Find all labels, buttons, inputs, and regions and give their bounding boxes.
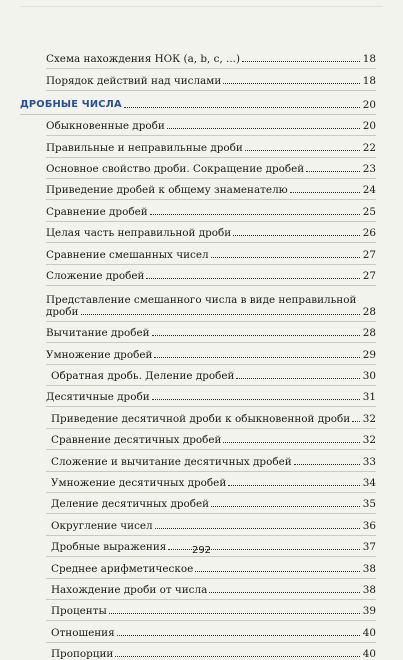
toc-entry[interactable] xyxy=(20,111,376,132)
dot-leader xyxy=(233,234,360,236)
toc-entry-page: 20 xyxy=(362,120,376,133)
toc-entry-label: Десятичные дроби xyxy=(46,391,150,404)
dot-leader xyxy=(306,170,360,172)
toc-entry-page: 23 xyxy=(362,162,376,175)
toc-entry-page: 27 xyxy=(362,248,376,261)
toc-entry-page: 28 xyxy=(362,305,376,318)
toc-page xyxy=(20,0,383,660)
toc-entry-page: 40 xyxy=(362,648,376,660)
dot-leader xyxy=(209,591,360,593)
toc-entry[interactable] xyxy=(20,425,376,446)
dot-leader xyxy=(223,441,360,443)
toc-entry-label: Проценты xyxy=(51,605,107,618)
toc-entry[interactable] xyxy=(20,175,376,196)
section-page: 20 xyxy=(362,98,376,111)
toc-entry-page: 33 xyxy=(362,455,376,468)
toc-entry-label: Пропорции xyxy=(51,648,114,660)
toc-entry[interactable] xyxy=(20,154,376,175)
dot-leader xyxy=(115,655,360,657)
toc-entry-label-line2: дроби xyxy=(46,305,79,318)
toc-entry-label: Основное свойство дроби. Сокращение дробей xyxy=(46,162,305,175)
toc-entry-page: 25 xyxy=(362,205,376,218)
toc-entry-page: 32 xyxy=(362,434,376,447)
toc-entry[interactable] xyxy=(20,218,376,239)
toc-entry-label: Умножение дробей xyxy=(46,348,153,361)
dot-leader xyxy=(146,277,360,279)
toc-entry-label: Среднее арифметическое xyxy=(51,562,194,575)
toc-entry-label: Деление десятичных дробей xyxy=(51,498,210,511)
toc-entry-line2-row xyxy=(46,306,376,318)
toc-entry[interactable] xyxy=(20,617,376,638)
toc-entry-page: 32 xyxy=(362,412,376,425)
toc-entry[interactable] xyxy=(20,382,376,403)
dot-leader xyxy=(211,256,360,258)
toc-entry[interactable] xyxy=(20,639,376,660)
toc-entry[interactable] xyxy=(20,446,376,467)
toc-entry[interactable] xyxy=(20,132,376,153)
toc-entry-label: Целая часть неправильной дроби xyxy=(46,227,232,240)
toc-entry[interactable] xyxy=(20,361,376,382)
toc-entry-label: Правильные и неправильные дроби xyxy=(46,141,243,154)
dot-leader xyxy=(152,334,360,336)
dot-leader xyxy=(195,570,360,572)
toc-entry-label: Вычитание дробей xyxy=(46,327,150,340)
dot-leader xyxy=(167,127,360,129)
toc-entry-label: Приведение дробей к общему знаменателю xyxy=(46,184,288,197)
toc-entry[interactable] xyxy=(20,468,376,489)
toc-entry-page: 35 xyxy=(362,498,376,511)
toc-entry-page: 24 xyxy=(362,184,376,197)
toc-entry-page: 22 xyxy=(362,141,376,154)
dot-leader xyxy=(236,377,360,379)
dot-leader xyxy=(352,420,360,422)
toc-entry-label: Округление чисел xyxy=(51,519,153,532)
toc-entry-label: Сравнение дробей xyxy=(46,205,148,218)
toc-entry[interactable] xyxy=(20,489,376,510)
table-of-contents xyxy=(20,44,376,660)
toc-entry-page: 18 xyxy=(362,53,376,66)
toc-entry[interactable] xyxy=(20,596,376,617)
toc-entry-page: 18 xyxy=(362,74,376,87)
toc-entry-page: 28 xyxy=(362,327,376,340)
toc-entry-label-wrap xyxy=(46,294,376,318)
toc-entry-label: Порядок действий над числами xyxy=(46,74,222,87)
toc-entry-label: Обыкновенные дроби xyxy=(46,120,165,133)
toc-entry-page: 38 xyxy=(362,583,376,596)
toc-entry-page: 26 xyxy=(362,227,376,240)
toc-entry-label: Умножение десятичных дробей xyxy=(51,477,227,490)
toc-entry-page: 39 xyxy=(362,605,376,618)
toc-entry-page: 30 xyxy=(362,370,376,383)
toc-entry-label: Нахождение дроби от числа xyxy=(51,583,208,596)
toc-entry-multiline[interactable] xyxy=(20,282,376,318)
toc-entry-label: Дробные выражения xyxy=(51,541,167,554)
dot-leader xyxy=(242,60,360,62)
toc-entry-label: Сложение и вычитание десятичных дробей xyxy=(51,455,292,468)
dot-leader xyxy=(155,527,360,529)
toc-entry[interactable] xyxy=(20,196,376,217)
header-strip xyxy=(20,0,383,7)
toc-entry-page: 27 xyxy=(362,269,376,282)
dot-leader xyxy=(109,612,360,614)
toc-entry-page: 36 xyxy=(362,519,376,532)
toc-entry-page: 37 xyxy=(362,541,376,554)
toc-entry-label: Сложение дробей xyxy=(46,269,145,282)
dot-leader xyxy=(223,82,360,84)
toc-section-heading[interactable] xyxy=(20,87,376,111)
toc-entry-label: Отношения xyxy=(51,626,115,639)
toc-entry[interactable] xyxy=(20,575,376,596)
dot-leader xyxy=(294,463,360,465)
toc-entry-page: 34 xyxy=(362,477,376,490)
toc-entry-page: 29 xyxy=(362,348,376,361)
toc-entry-label: Сравнение десятичных дробей xyxy=(51,434,222,447)
section-title: ДРОБНЫЕ ЧИСЛА xyxy=(20,98,122,110)
toc-entry[interactable] xyxy=(20,403,376,424)
toc-entry[interactable] xyxy=(20,553,376,574)
toc-entry-page: 38 xyxy=(362,562,376,575)
dot-leader xyxy=(228,484,360,486)
toc-entry[interactable] xyxy=(20,339,376,360)
toc-entry-label: Сравнение смешанных чисел xyxy=(46,248,209,261)
dot-leader xyxy=(117,634,360,636)
dot-leader xyxy=(290,191,360,193)
toc-entry-page: 40 xyxy=(362,626,376,639)
toc-entry[interactable] xyxy=(20,318,376,339)
toc-entry[interactable] xyxy=(20,239,376,260)
toc-entry-label-line1: Представление смешанного числа в виде неправильной xyxy=(46,293,357,306)
toc-entry[interactable] xyxy=(20,261,376,282)
toc-entry-label: Схема нахождения НОК (a, b, c, ...) xyxy=(46,53,241,66)
toc-entry-page: 31 xyxy=(362,391,376,404)
dot-leader xyxy=(152,398,360,400)
dot-leader xyxy=(124,106,360,108)
toc-entry[interactable] xyxy=(20,65,376,86)
dot-leader xyxy=(150,213,360,215)
toc-entry[interactable] xyxy=(20,510,376,531)
dot-leader xyxy=(154,356,360,358)
toc-entry[interactable] xyxy=(20,44,376,65)
toc-entry-label: Приведение десятичной дроби к обыкновенной дроби xyxy=(51,412,351,425)
page-number: 292 xyxy=(191,545,212,556)
dot-leader xyxy=(81,313,361,315)
toc-entry-label: Обратная дробь. Деление дробей xyxy=(51,370,235,383)
dot-leader xyxy=(211,505,360,507)
dot-leader xyxy=(245,149,360,151)
